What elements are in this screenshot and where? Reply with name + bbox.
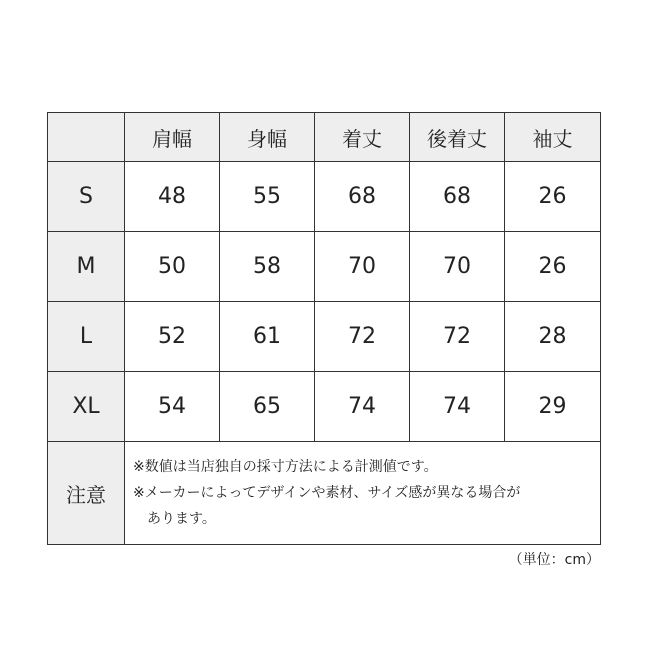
header-sleeve-length: 袖丈 — [505, 113, 601, 162]
header-shoulder-width: 肩幅 — [125, 113, 220, 162]
table-header-row — [48, 113, 601, 162]
table-cell: 28 — [505, 302, 601, 372]
table-cell: 26 — [505, 162, 601, 232]
table-cell: 55 — [220, 162, 315, 232]
note-label: 注意 — [48, 442, 125, 545]
table-cell: 70 — [315, 232, 410, 302]
header-body-width: 身幅 — [220, 113, 315, 162]
note-line: ※数値は当店独自の採寸方法による計測値です。 — [133, 459, 438, 475]
table-cell: 50 — [125, 232, 220, 302]
table-cell: 72 — [315, 302, 410, 372]
size-label: M — [48, 232, 125, 302]
table-cell: 52 — [125, 302, 220, 372]
table-row-m — [48, 232, 601, 302]
table-cell: 74 — [410, 372, 505, 442]
note-row — [48, 442, 601, 545]
size-label: XL — [48, 372, 125, 442]
table-cell: 68 — [410, 162, 505, 232]
header-length: 着丈 — [315, 113, 410, 162]
table-cell: 70 — [410, 232, 505, 302]
note-line: あります。 — [147, 511, 216, 527]
table-row-xl — [48, 372, 601, 442]
note-text — [125, 442, 601, 545]
table-cell: 61 — [220, 302, 315, 372]
size-chart-table — [47, 112, 601, 545]
table-cell: 29 — [505, 372, 601, 442]
size-label: S — [48, 162, 125, 232]
size-label: L — [48, 302, 125, 372]
table-cell: 72 — [410, 302, 505, 372]
table-cell: 74 — [315, 372, 410, 442]
table-cell: 58 — [220, 232, 315, 302]
table-cell: 26 — [505, 232, 601, 302]
note-line: ※メーカーによってデザインや素材、サイズ感が異なる場合が — [133, 485, 521, 501]
header-corner-cell — [48, 113, 125, 162]
table-cell: 48 — [125, 162, 220, 232]
table-row-l — [48, 302, 601, 372]
table-cell: 68 — [315, 162, 410, 232]
table-cell: 54 — [125, 372, 220, 442]
table-row-s — [48, 162, 601, 232]
table-cell: 65 — [220, 372, 315, 442]
header-back-length: 後着丈 — [410, 113, 505, 162]
unit-label: （単位：cm） — [508, 552, 600, 568]
